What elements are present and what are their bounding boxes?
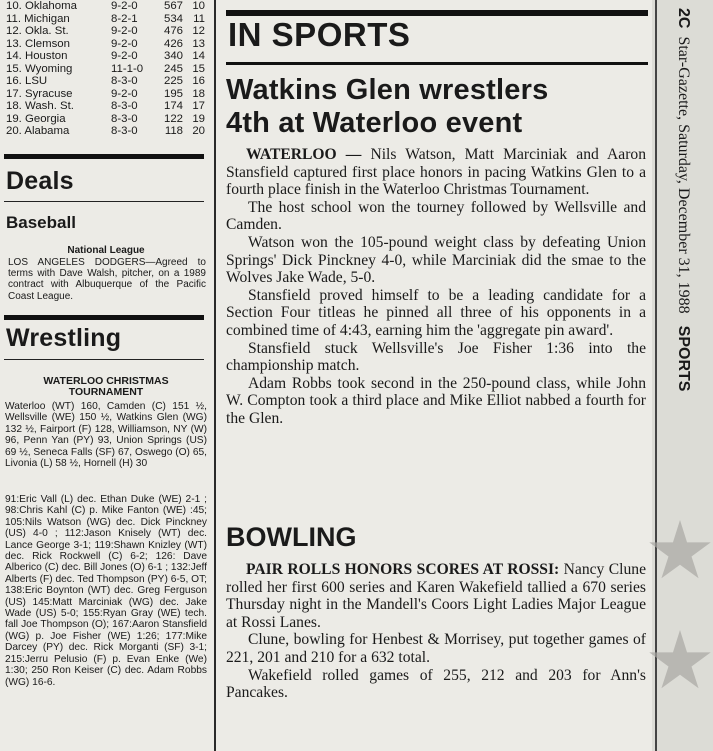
- folio-text: [662, 8, 692, 748]
- ranking-points: 174: [163, 100, 183, 112]
- tournament-title-1: WATERLOO CHRISTMAS: [43, 375, 169, 387]
- bowling-subhead: PAIR ROLLS HONORS SCORES AT ROSSI:: [246, 561, 560, 578]
- ranking-points: 534: [163, 12, 183, 25]
- ranking-points: 195: [163, 87, 183, 100]
- dateline: WATERLOO —: [246, 146, 362, 163]
- bout-results: 91:Eric Vall (L) dec. Ethan Duke (WE) 2-1 ; 98:Chris Kahl (C) p. Mike Fanton (WE) :45; 105:Nils Watson (WG) dec. Dick Pinckney (US) 4-0 ; 112:Jason Knisely (WT) dec. Lance George 3-1; 119:Shawn Knizley (WT) dec. Rick Rockwell (C) 6-2; 126: Dave Alberico (C) dec. Bill Jones (O) 6-1 ; 132:Jeff Alberts (F) dec. Ted Thompson (PY) 6-5, OT; 138:Eric Boynton (WT) dec. Greg Ferguson (US) 145:Matt Marciniak (WG) dec. Jake Wade (US) 5-0; 155:Ryan Gray (WE) tech. fall Joe Thompson (O); 167:Aaron Stansfield (WG) p. Joe Fisher (WE) 1:26; 177:Mike Darcey (PY) dec. Rick Morganti (SF) 3-1; 215:Jerru Pelusio (F) p. Evan Enke (We) 1:30; 250 Ron Keiser (C) dec. Adam Robbs (WG) 16-6.: [5, 494, 207, 688]
- ranking-record: 8-3-0: [111, 75, 138, 87]
- team-scores: Waterloo (WT) 160, Camden (C) 151 ½, Wellsville (WE) 150 ½, Watkins Glen (WG) 132 ½, Fairport (F) 128, Williamson, NY (W) 96, Penn Yan (PY) 93, Union Springs (US) 69 ½, Seneca Falls (SF) 67, Oswego (O) 65, Livonia (L) 58 ½, Hornell (H) 30: [5, 401, 207, 470]
- ranking-record: 9-2-0: [111, 37, 138, 50]
- ranking-row: [6, 63, 206, 76]
- deals-heading: Deals: [6, 167, 74, 195]
- left-column: [0, 0, 212, 751]
- ranking-record: 8-3-0: [111, 125, 138, 137]
- headline-line-1: Watkins Glen wrestlers: [226, 74, 549, 106]
- ranking-points: 245: [163, 62, 183, 75]
- column-divider: [214, 0, 216, 751]
- ranking-previous: 14: [192, 50, 205, 62]
- ranking-team: 11. Michigan: [6, 12, 70, 25]
- bowling-body: [226, 561, 646, 702]
- ranking-points: 122: [163, 112, 183, 125]
- ranking-record: 9-2-0: [111, 50, 138, 62]
- ranking-team: 14. Houston: [6, 50, 68, 62]
- headline: [226, 74, 648, 140]
- bowling-heading: BOWLING: [226, 522, 357, 552]
- ranking-team: 18. Wash. St.: [6, 100, 74, 112]
- ranking-record: 9-2-0: [111, 25, 138, 37]
- article-body: [226, 146, 646, 428]
- ranking-previous: 20: [192, 125, 205, 137]
- ranking-team: 13. Clemson: [6, 37, 70, 50]
- ranking-previous: 11: [193, 12, 205, 25]
- ranking-row: [6, 113, 206, 126]
- ranking-team: 12. Okla. St.: [6, 25, 69, 37]
- ranking-previous: 13: [192, 37, 205, 50]
- ranking-previous: 17: [192, 100, 205, 112]
- ranking-team: 16. LSU: [6, 75, 48, 87]
- ranking-row: [6, 50, 206, 63]
- tournament-title-2: TOURNAMENT: [68, 386, 144, 398]
- ranking-record: 9-2-0: [111, 0, 138, 12]
- article-paragraph: The host school won the tourney followed by Wellsville and Camden.: [226, 198, 646, 234]
- ranking-row: [6, 125, 206, 138]
- ranking-row: [6, 0, 206, 13]
- ranking-row: [6, 38, 206, 51]
- ranking-team: 15. Wyoming: [6, 62, 73, 75]
- rankings-table: [6, 0, 206, 138]
- folio-rule: [655, 0, 657, 751]
- ranking-previous: 18: [192, 87, 205, 100]
- paper-date: Star-Gazette, Saturday, December 31, 1988: [675, 36, 692, 314]
- ranking-row: [6, 75, 206, 88]
- section-rule: [4, 154, 204, 159]
- ranking-team: 20. Alabama: [6, 125, 70, 137]
- bowling-paragraph: Clune, bowling for Henbest & Morrisey, put together games of 221, 201 and 210 for a 632 total.: [226, 631, 646, 666]
- section-bar-lower: [226, 62, 648, 65]
- headline-line-2: 4th at Waterloo event: [226, 107, 523, 139]
- ranking-row: [6, 88, 206, 101]
- article-paragraph: Adam Robbs took second in the 250-pound class, while John W. Compton took a third place and Mike Elliot nabbed a fourth for the Glen.: [226, 374, 646, 427]
- ranking-record: 11-1-0: [111, 62, 144, 75]
- ranking-team: 17. Syracuse: [6, 87, 73, 100]
- ranking-row: [6, 13, 206, 26]
- section-rule: [4, 359, 204, 360]
- ranking-previous: 16: [192, 75, 205, 87]
- ranking-points: 118: [164, 125, 183, 137]
- section-label: IN SPORTS: [228, 16, 411, 53]
- ranking-record: 8-2-1: [111, 12, 138, 25]
- ranking-record: 8-3-0: [111, 112, 138, 125]
- ranking-points: 340: [163, 50, 183, 62]
- ranking-row: [6, 25, 206, 38]
- ranking-team: 10. Oklahoma: [6, 0, 77, 12]
- league-label: National League: [67, 245, 145, 256]
- ranking-team: 19. Georgia: [6, 112, 66, 125]
- article-paragraph: Watson won the 105-pound weight class by defeating Union Springs' Dick Pinckney 4-0, while Marciniak did the smae to the Wolves Jake Wade, 5-0.: [226, 233, 646, 287]
- ranking-points: 567: [163, 0, 183, 12]
- bowling-paragraph: PAIR ROLLS HONORS SCORES AT ROSSI: Nancy Clune rolled her first 600 series and Karen Wakefield tallied a 670 series Thursday night in the Mandell's Coors Light Ladies Major League at Rossi Lanes.: [226, 561, 647, 631]
- bowling-paragraph: Wakefield rolled games of 255, 212 and 203 for Ann's Pancakes.: [226, 666, 646, 702]
- ranking-points: 225: [163, 75, 183, 87]
- ranking-points: 426: [163, 37, 183, 50]
- baseball-subheading: Baseball: [6, 213, 76, 232]
- article-paragraph: WATERLOO — Nils Watson, Matt Marciniak and Aaron Stansfield captured first place honors in pacing Watkins Glen to a fourth place finish in the Waterloo Christmas Tournament.: [226, 146, 647, 199]
- ranking-record: 9-2-0: [111, 87, 138, 100]
- ranking-previous: 12: [192, 25, 205, 37]
- section-rule: [4, 201, 204, 202]
- ranking-previous: 10: [192, 0, 205, 12]
- section-rule: [4, 315, 204, 320]
- ranking-record: 8-3-0: [111, 100, 138, 112]
- ranking-points: 476: [163, 25, 183, 37]
- ranking-row: [6, 100, 206, 113]
- article-paragraph: Stansfield stuck Wellsville's Joe Fisher 1:36 into the championship match.: [226, 339, 646, 375]
- wrestling-heading: Wrestling: [6, 324, 122, 352]
- ranking-previous: 19: [192, 112, 205, 125]
- ranking-previous: 15: [192, 62, 205, 75]
- page-number: 2C: [675, 8, 692, 29]
- article-paragraph: Stansfield proved himself to be a leading candidate for a Section Four titleas he pinned all three of his opponents in a combined time of 4:43, earning him the 'aggregate pin award'.: [226, 286, 646, 339]
- section-name: SPORTS: [675, 325, 692, 392]
- deals-brief: LOS ANGELES DODGERS—Agreed to terms with Dave Walsh, pitcher, on a 1989 contract with Albuquerque of the Pacific Coast League.: [8, 257, 206, 302]
